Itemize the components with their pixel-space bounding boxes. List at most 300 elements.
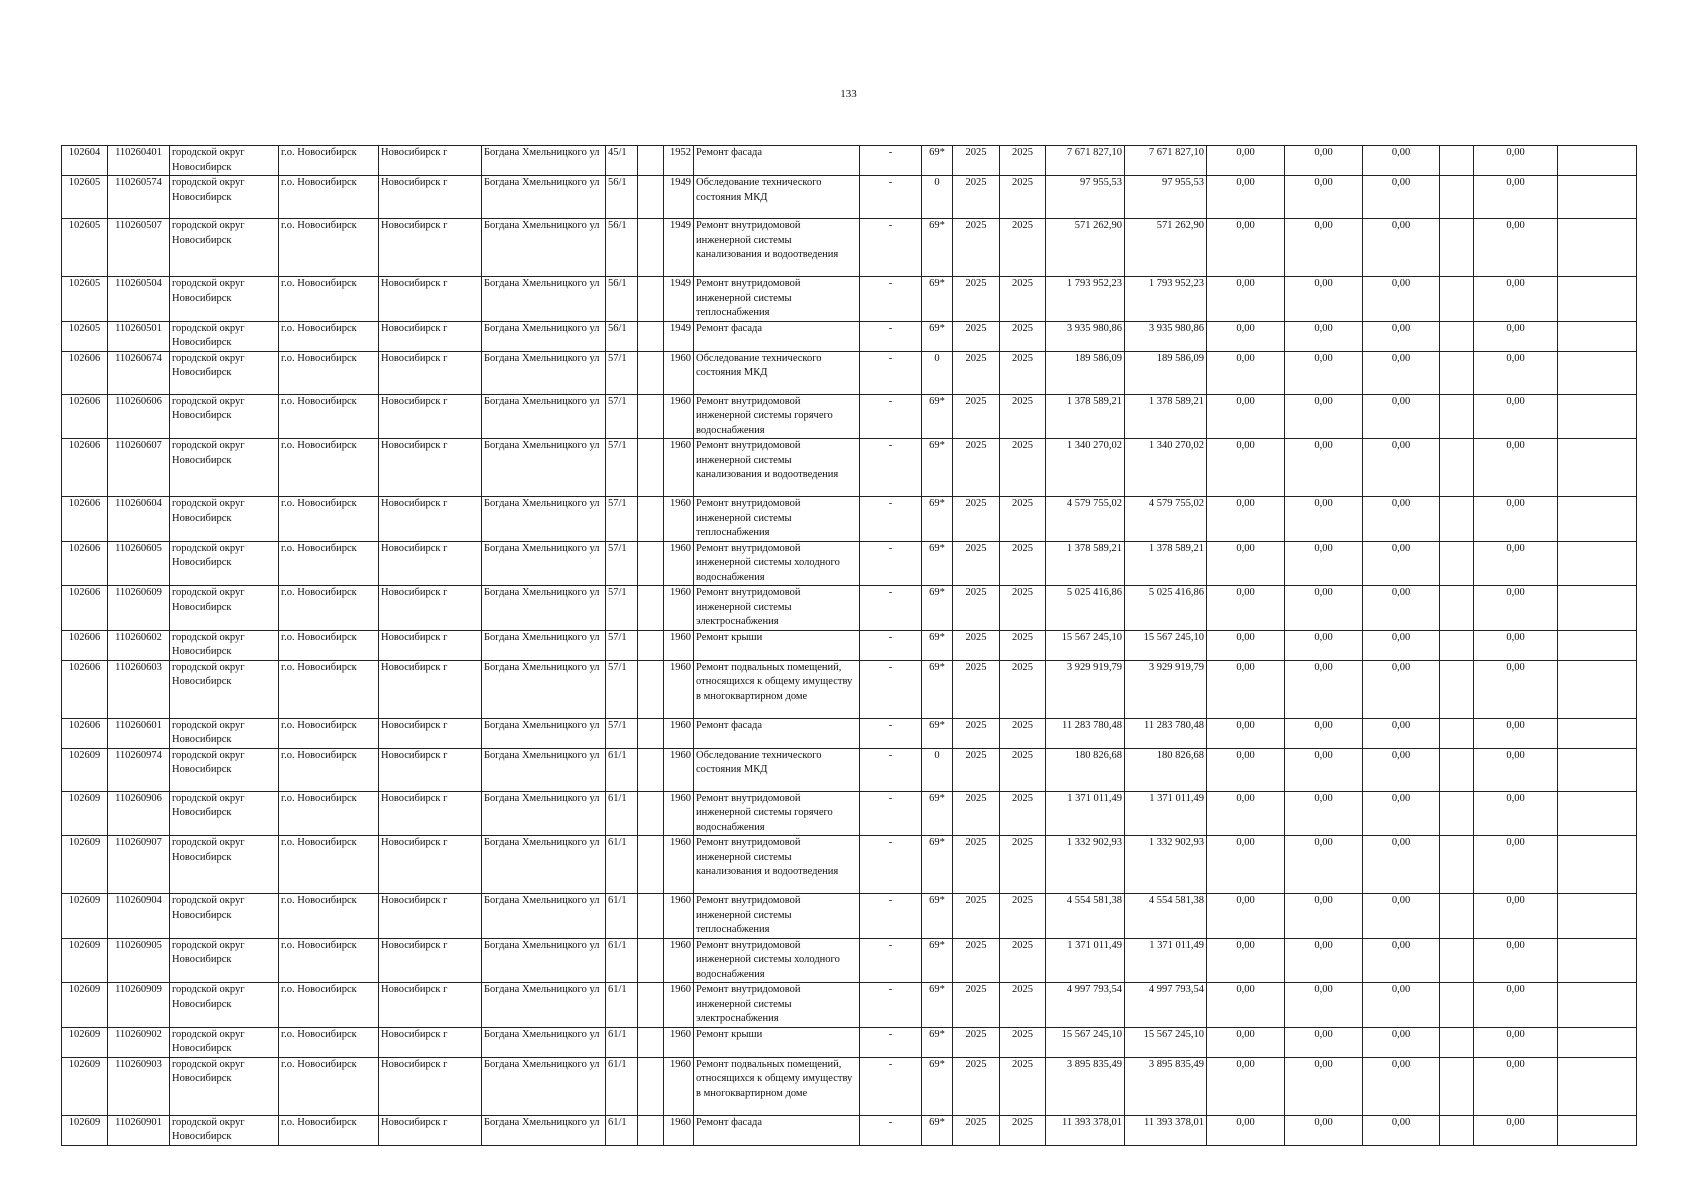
year-end: 2025 (1000, 983, 1046, 1028)
build-year: 1960 (664, 938, 694, 983)
year-end: 2025 (1000, 351, 1046, 394)
work-code: 110260903 (108, 1057, 170, 1115)
value-5: 0,00 (1474, 660, 1558, 718)
table-row (62, 938, 1637, 983)
record-id: 102606 (62, 497, 108, 542)
cost-fund: 1 371 011,49 (1125, 791, 1207, 836)
year-end: 2025 (1000, 277, 1046, 322)
district: г.о. Новосибирск (279, 748, 379, 791)
build-year: 1960 (664, 748, 694, 791)
cost-total: 3 935 980,86 (1046, 321, 1125, 351)
house-number: 61/1 (606, 983, 638, 1028)
year-start: 2025 (953, 277, 1000, 322)
value-3: 0,00 (1363, 630, 1440, 660)
value-1: 0,00 (1207, 748, 1285, 791)
value-3: 0,00 (1363, 1115, 1440, 1145)
value-3: 0,00 (1363, 541, 1440, 586)
value-1: 0,00 (1207, 146, 1285, 176)
year-start: 2025 (953, 718, 1000, 748)
house-number: 57/1 (606, 630, 638, 660)
value-5: 0,00 (1474, 836, 1558, 894)
value-4 (1440, 497, 1474, 542)
house-number: 57/1 (606, 394, 638, 439)
work-code: 110260907 (108, 836, 170, 894)
year-end: 2025 (1000, 836, 1046, 894)
cost-fund: 5 025 416,86 (1125, 586, 1207, 631)
district: г.о. Новосибирск (279, 1115, 379, 1145)
dash-cell: - (860, 718, 922, 748)
cost-total: 1 793 952,23 (1046, 277, 1125, 322)
value-1: 0,00 (1207, 983, 1285, 1028)
municipality: городской округ Новосибирск (170, 439, 279, 497)
city: Новосибирск г (379, 277, 482, 322)
work-code: 110260601 (108, 718, 170, 748)
value-2: 0,00 (1285, 630, 1363, 660)
cost-fund: 4 579 755,02 (1125, 497, 1207, 542)
work-code: 110260504 (108, 277, 170, 322)
value-2: 0,00 (1285, 497, 1363, 542)
city: Новосибирск г (379, 497, 482, 542)
build-year: 1960 (664, 630, 694, 660)
district: г.о. Новосибирск (279, 894, 379, 939)
value-4 (1440, 586, 1474, 631)
extra-cell (638, 1115, 664, 1145)
municipality: городской округ Новосибирск (170, 718, 279, 748)
extra-cell (638, 660, 664, 718)
year-end: 2025 (1000, 394, 1046, 439)
dash-cell: - (860, 791, 922, 836)
house-number: 56/1 (606, 277, 638, 322)
value-3: 0,00 (1363, 718, 1440, 748)
value-3: 0,00 (1363, 1027, 1440, 1057)
extra-cell (638, 836, 664, 894)
value-2: 0,00 (1285, 791, 1363, 836)
dash-cell: - (860, 541, 922, 586)
lifetime: 69* (922, 586, 953, 631)
year-end: 2025 (1000, 1115, 1046, 1145)
value-3: 0,00 (1363, 983, 1440, 1028)
municipality: городской округ Новосибирск (170, 983, 279, 1028)
value-1: 0,00 (1207, 586, 1285, 631)
build-year: 1949 (664, 176, 694, 219)
value-1: 0,00 (1207, 277, 1285, 322)
value-1: 0,00 (1207, 321, 1285, 351)
work-type: Ремонт внутридомовой инженерной системы теплоснабжения (694, 277, 860, 322)
city: Новосибирск г (379, 586, 482, 631)
city: Новосибирск г (379, 1057, 482, 1115)
record-id: 102606 (62, 586, 108, 631)
municipality: городской округ Новосибирск (170, 219, 279, 277)
table-row (62, 1027, 1637, 1057)
street: Богдана Хмельницкого ул (482, 938, 606, 983)
year-start: 2025 (953, 351, 1000, 394)
last-cell (1558, 938, 1637, 983)
value-1: 0,00 (1207, 791, 1285, 836)
extra-cell (638, 586, 664, 631)
value-3: 0,00 (1363, 586, 1440, 631)
year-end: 2025 (1000, 541, 1046, 586)
record-id: 102609 (62, 1057, 108, 1115)
year-start: 2025 (953, 894, 1000, 939)
municipality: городской округ Новосибирск (170, 791, 279, 836)
value-1: 0,00 (1207, 351, 1285, 394)
city: Новосибирск г (379, 439, 482, 497)
work-code: 110260606 (108, 394, 170, 439)
value-1: 0,00 (1207, 439, 1285, 497)
record-id: 102606 (62, 394, 108, 439)
street: Богдана Хмельницкого ул (482, 1115, 606, 1145)
work-code: 110260602 (108, 630, 170, 660)
street: Богдана Хмельницкого ул (482, 439, 606, 497)
street: Богдана Хмельницкого ул (482, 277, 606, 322)
value-5: 0,00 (1474, 497, 1558, 542)
lifetime: 69* (922, 321, 953, 351)
house-number: 57/1 (606, 586, 638, 631)
record-id: 102609 (62, 791, 108, 836)
dash-cell: - (860, 1057, 922, 1115)
extra-cell (638, 894, 664, 939)
cost-fund: 4 554 581,38 (1125, 894, 1207, 939)
street: Богдана Хмельницкого ул (482, 351, 606, 394)
extra-cell (638, 394, 664, 439)
value-4 (1440, 718, 1474, 748)
value-4 (1440, 394, 1474, 439)
work-type: Ремонт крыши (694, 1027, 860, 1057)
district: г.о. Новосибирск (279, 394, 379, 439)
year-start: 2025 (953, 541, 1000, 586)
city: Новосибирск г (379, 321, 482, 351)
value-4 (1440, 791, 1474, 836)
table-row (62, 630, 1637, 660)
street: Богдана Хмельницкого ул (482, 176, 606, 219)
value-3: 0,00 (1363, 321, 1440, 351)
value-3: 0,00 (1363, 176, 1440, 219)
dash-cell: - (860, 394, 922, 439)
year-end: 2025 (1000, 176, 1046, 219)
city: Новосибирск г (379, 836, 482, 894)
work-code: 110260501 (108, 321, 170, 351)
record-id: 102606 (62, 541, 108, 586)
last-cell (1558, 541, 1637, 586)
build-year: 1949 (664, 277, 694, 322)
cost-total: 4 579 755,02 (1046, 497, 1125, 542)
year-end: 2025 (1000, 894, 1046, 939)
cost-total: 1 371 011,49 (1046, 938, 1125, 983)
value-5: 0,00 (1474, 938, 1558, 983)
dash-cell: - (860, 497, 922, 542)
table-row (62, 660, 1637, 718)
value-4 (1440, 836, 1474, 894)
year-end: 2025 (1000, 660, 1046, 718)
build-year: 1960 (664, 541, 694, 586)
city: Новосибирск г (379, 791, 482, 836)
value-1: 0,00 (1207, 219, 1285, 277)
last-cell (1558, 630, 1637, 660)
lifetime: 69* (922, 836, 953, 894)
table-row (62, 351, 1637, 394)
work-type: Ремонт крыши (694, 630, 860, 660)
cost-total: 1 332 902,93 (1046, 836, 1125, 894)
work-type: Ремонт фасада (694, 321, 860, 351)
municipality: городской округ Новосибирск (170, 894, 279, 939)
lifetime: 69* (922, 277, 953, 322)
record-id: 102609 (62, 938, 108, 983)
cost-fund: 4 997 793,54 (1125, 983, 1207, 1028)
value-4 (1440, 351, 1474, 394)
work-type: Ремонт внутридомовой инженерной системы теплоснабжения (694, 894, 860, 939)
lifetime: 69* (922, 219, 953, 277)
municipality: городской округ Новосибирск (170, 1027, 279, 1057)
extra-cell (638, 321, 664, 351)
work-code: 110260904 (108, 894, 170, 939)
value-1: 0,00 (1207, 836, 1285, 894)
year-end: 2025 (1000, 1027, 1046, 1057)
cost-total: 97 955,53 (1046, 176, 1125, 219)
year-start: 2025 (953, 1115, 1000, 1145)
build-year: 1960 (664, 1115, 694, 1145)
dash-cell: - (860, 439, 922, 497)
value-4 (1440, 894, 1474, 939)
house-number: 61/1 (606, 1115, 638, 1145)
cost-fund: 7 671 827,10 (1125, 146, 1207, 176)
last-cell (1558, 439, 1637, 497)
lifetime: 69* (922, 497, 953, 542)
table-row (62, 748, 1637, 791)
value-1: 0,00 (1207, 1027, 1285, 1057)
year-end: 2025 (1000, 938, 1046, 983)
build-year: 1960 (664, 1057, 694, 1115)
record-id: 102605 (62, 219, 108, 277)
cost-fund: 97 955,53 (1125, 176, 1207, 219)
municipality: городской округ Новосибирск (170, 351, 279, 394)
city: Новосибирск г (379, 938, 482, 983)
cost-total: 571 262,90 (1046, 219, 1125, 277)
year-end: 2025 (1000, 321, 1046, 351)
dash-cell: - (860, 1027, 922, 1057)
cost-total: 4 554 581,38 (1046, 894, 1125, 939)
value-1: 0,00 (1207, 660, 1285, 718)
value-4 (1440, 439, 1474, 497)
dash-cell: - (860, 176, 922, 219)
district: г.о. Новосибирск (279, 1027, 379, 1057)
municipality: городской округ Новосибирск (170, 176, 279, 219)
house-number: 56/1 (606, 176, 638, 219)
street: Богдана Хмельницкого ул (482, 586, 606, 631)
city: Новосибирск г (379, 351, 482, 394)
value-3: 0,00 (1363, 938, 1440, 983)
extra-cell (638, 718, 664, 748)
year-start: 2025 (953, 219, 1000, 277)
city: Новосибирск г (379, 630, 482, 660)
work-type: Обследование технического состояния МКД (694, 748, 860, 791)
city: Новосибирск г (379, 1115, 482, 1145)
build-year: 1960 (664, 894, 694, 939)
street: Богдана Хмельницкого ул (482, 836, 606, 894)
lifetime: 0 (922, 748, 953, 791)
cost-fund: 15 567 245,10 (1125, 630, 1207, 660)
house-number: 57/1 (606, 497, 638, 542)
district: г.о. Новосибирск (279, 176, 379, 219)
table-row (62, 321, 1637, 351)
dash-cell: - (860, 630, 922, 660)
value-1: 0,00 (1207, 394, 1285, 439)
city: Новосибирск г (379, 394, 482, 439)
table-row (62, 586, 1637, 631)
work-type: Ремонт внутридомовой инженерной системы канализования и водоотведения (694, 219, 860, 277)
value-2: 0,00 (1285, 718, 1363, 748)
extra-cell (638, 497, 664, 542)
work-type: Ремонт внутридомовой инженерной системы горячего водоснабжения (694, 791, 860, 836)
work-code: 110260909 (108, 983, 170, 1028)
dash-cell: - (860, 321, 922, 351)
cost-fund: 189 586,09 (1125, 351, 1207, 394)
record-id: 102609 (62, 1027, 108, 1057)
build-year: 1960 (664, 394, 694, 439)
value-2: 0,00 (1285, 1057, 1363, 1115)
record-id: 102606 (62, 439, 108, 497)
value-5: 0,00 (1474, 351, 1558, 394)
street: Богдана Хмельницкого ул (482, 791, 606, 836)
build-year: 1952 (664, 146, 694, 176)
lifetime: 69* (922, 983, 953, 1028)
cost-total: 1 378 589,21 (1046, 541, 1125, 586)
year-start: 2025 (953, 748, 1000, 791)
value-4 (1440, 660, 1474, 718)
year-end: 2025 (1000, 146, 1046, 176)
municipality: городской округ Новосибирск (170, 630, 279, 660)
district: г.о. Новосибирск (279, 439, 379, 497)
value-2: 0,00 (1285, 983, 1363, 1028)
city: Новосибирск г (379, 219, 482, 277)
municipality: городской округ Новосибирск (170, 938, 279, 983)
municipality: городской округ Новосибирск (170, 394, 279, 439)
table-row (62, 1057, 1637, 1115)
value-1: 0,00 (1207, 938, 1285, 983)
district: г.о. Новосибирск (279, 277, 379, 322)
city: Новосибирск г (379, 660, 482, 718)
value-1: 0,00 (1207, 497, 1285, 542)
table-row (62, 983, 1637, 1028)
lifetime: 69* (922, 439, 953, 497)
value-4 (1440, 277, 1474, 322)
value-4 (1440, 630, 1474, 660)
city: Новосибирск г (379, 983, 482, 1028)
extra-cell (638, 351, 664, 394)
work-code: 110260674 (108, 351, 170, 394)
dash-cell: - (860, 894, 922, 939)
year-start: 2025 (953, 1027, 1000, 1057)
house-number: 61/1 (606, 748, 638, 791)
value-5: 0,00 (1474, 718, 1558, 748)
dash-cell: - (860, 219, 922, 277)
municipality: городской округ Новосибирск (170, 748, 279, 791)
cost-total: 11 393 378,01 (1046, 1115, 1125, 1145)
table-row (62, 894, 1637, 939)
value-2: 0,00 (1285, 748, 1363, 791)
cost-total: 15 567 245,10 (1046, 630, 1125, 660)
year-start: 2025 (953, 321, 1000, 351)
cost-fund: 11 283 780,48 (1125, 718, 1207, 748)
year-start: 2025 (953, 1057, 1000, 1115)
municipality: городской округ Новосибирск (170, 836, 279, 894)
build-year: 1960 (664, 497, 694, 542)
record-id: 102605 (62, 176, 108, 219)
value-5: 0,00 (1474, 630, 1558, 660)
value-3: 0,00 (1363, 394, 1440, 439)
table-row (62, 791, 1637, 836)
record-id: 102604 (62, 146, 108, 176)
lifetime: 69* (922, 1115, 953, 1145)
value-3: 0,00 (1363, 277, 1440, 322)
cost-fund: 180 826,68 (1125, 748, 1207, 791)
last-cell (1558, 321, 1637, 351)
work-type: Обследование технического состояния МКД (694, 176, 860, 219)
street: Богдана Хмельницкого ул (482, 541, 606, 586)
value-5: 0,00 (1474, 983, 1558, 1028)
page-number: 133 (840, 88, 857, 100)
street: Богдана Хмельницкого ул (482, 894, 606, 939)
build-year: 1960 (664, 351, 694, 394)
value-2: 0,00 (1285, 1027, 1363, 1057)
value-4 (1440, 983, 1474, 1028)
build-year: 1960 (664, 439, 694, 497)
work-type: Ремонт внутридомовой инженерной системы электроснабжения (694, 586, 860, 631)
street: Богдана Хмельницкого ул (482, 748, 606, 791)
district: г.о. Новосибирск (279, 630, 379, 660)
district: г.о. Новосибирск (279, 836, 379, 894)
last-cell (1558, 1027, 1637, 1057)
work-type: Ремонт фасада (694, 1115, 860, 1145)
table-row (62, 497, 1637, 542)
cost-fund: 1 332 902,93 (1125, 836, 1207, 894)
extra-cell (638, 541, 664, 586)
build-year: 1960 (664, 983, 694, 1028)
municipality: городской округ Новосибирск (170, 277, 279, 322)
last-cell (1558, 351, 1637, 394)
work-type: Ремонт внутридомовой инженерной системы холодного водоснабжения (694, 938, 860, 983)
cost-total: 4 997 793,54 (1046, 983, 1125, 1028)
house-number: 45/1 (606, 146, 638, 176)
year-end: 2025 (1000, 497, 1046, 542)
table-row (62, 277, 1637, 322)
work-code: 110260905 (108, 938, 170, 983)
cost-fund: 571 262,90 (1125, 219, 1207, 277)
street: Богдана Хмельницкого ул (482, 1027, 606, 1057)
last-cell (1558, 394, 1637, 439)
value-4 (1440, 321, 1474, 351)
value-3: 0,00 (1363, 894, 1440, 939)
street: Богдана Хмельницкого ул (482, 718, 606, 748)
cost-total: 7 671 827,10 (1046, 146, 1125, 176)
district: г.о. Новосибирск (279, 938, 379, 983)
street: Богдана Хмельницкого ул (482, 219, 606, 277)
extra-cell (638, 1057, 664, 1115)
value-3: 0,00 (1363, 836, 1440, 894)
last-cell (1558, 176, 1637, 219)
lifetime: 69* (922, 1027, 953, 1057)
extra-cell (638, 176, 664, 219)
city: Новосибирск г (379, 894, 482, 939)
year-start: 2025 (953, 439, 1000, 497)
build-year: 1960 (664, 718, 694, 748)
lifetime: 69* (922, 938, 953, 983)
year-start: 2025 (953, 938, 1000, 983)
record-id: 102609 (62, 748, 108, 791)
street: Богдана Хмельницкого ул (482, 394, 606, 439)
last-cell (1558, 497, 1637, 542)
dash-cell: - (860, 146, 922, 176)
house-number: 57/1 (606, 351, 638, 394)
